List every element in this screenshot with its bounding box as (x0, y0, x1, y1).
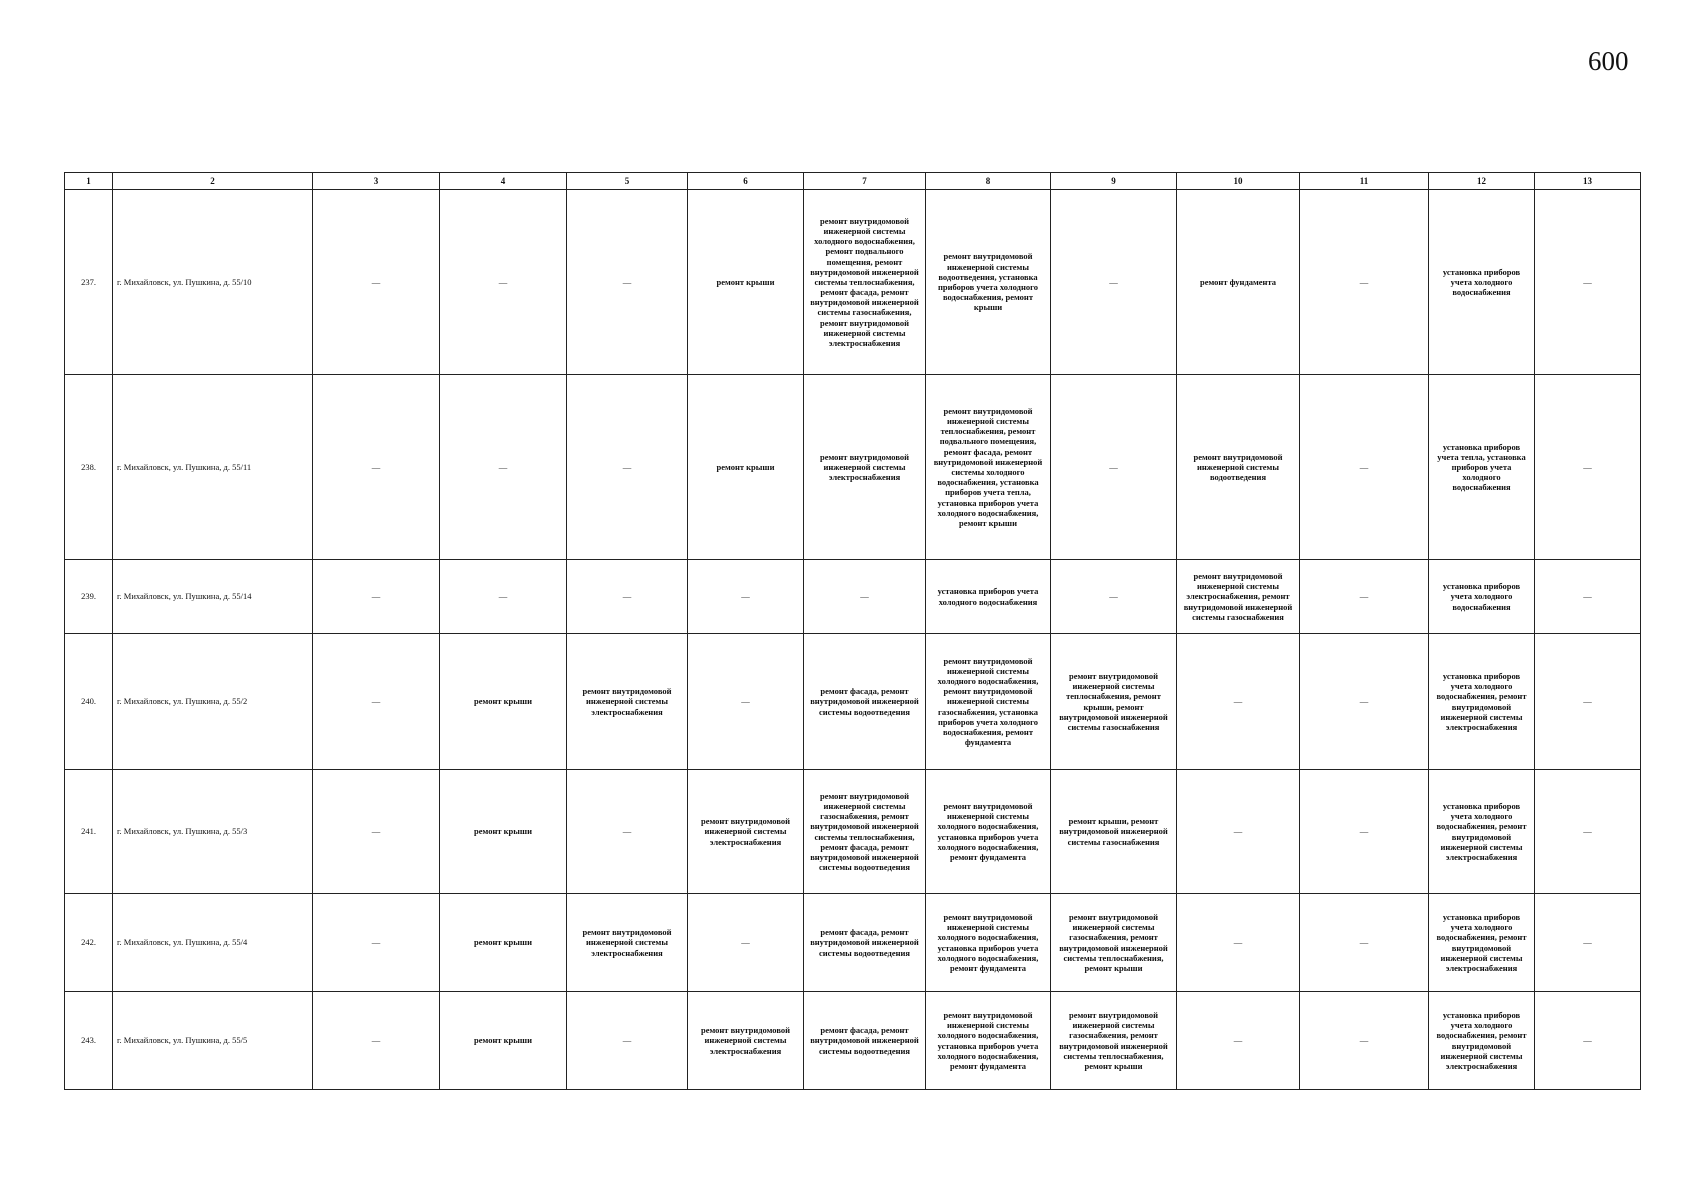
table-cell: установка приборов учета холодного водоснабжения (1429, 190, 1535, 375)
table-cell: установка приборов учета холодного водоснабжения (926, 560, 1051, 634)
empty-dash-cell: — (567, 560, 688, 634)
empty-dash-cell: — (1300, 190, 1429, 375)
empty-dash-cell: — (1535, 992, 1641, 1090)
table-cell: ремонт крыши (688, 190, 804, 375)
row-number-cell: 243. (65, 992, 113, 1090)
row-number-cell: 237. (65, 190, 113, 375)
column-header: 10 (1177, 173, 1300, 190)
empty-dash-cell: — (567, 770, 688, 894)
empty-dash-cell: — (1300, 375, 1429, 560)
empty-dash-cell: — (1535, 770, 1641, 894)
column-header: 8 (926, 173, 1051, 190)
table-cell: ремонт крыши, ремонт внутридомовой инженерной системы газоснабжения (1051, 770, 1177, 894)
address-cell: г. Михайловск, ул. Пушкина, д. 55/4 (113, 894, 313, 992)
empty-dash-cell: — (1300, 894, 1429, 992)
empty-dash-cell: — (1535, 375, 1641, 560)
column-header: 3 (313, 173, 440, 190)
row-number-cell: 238. (65, 375, 113, 560)
empty-dash-cell: — (1300, 992, 1429, 1090)
table-row (65, 894, 1641, 992)
column-header: 13 (1535, 173, 1641, 190)
column-header: 5 (567, 173, 688, 190)
table-cell: ремонт внутридомовой инженерной системы электроснабжения (567, 894, 688, 992)
table-cell: ремонт внутридомовой инженерной системы холодного водоснабжения, установка приборов учета холодного водоснабжения, ремонт фундамента (926, 894, 1051, 992)
column-header: 11 (1300, 173, 1429, 190)
table-cell: ремонт внутридомовой инженерной системы холодного водоснабжения, установка приборов учета холодного водоснабжения, ремонт фундамента (926, 770, 1051, 894)
row-number-cell: 240. (65, 634, 113, 770)
table-row (65, 190, 1641, 375)
table-cell: ремонт крыши (440, 770, 567, 894)
address-cell: г. Михайловск, ул. Пушкина, д. 55/5 (113, 992, 313, 1090)
column-header: 4 (440, 173, 567, 190)
empty-dash-cell: — (1177, 634, 1300, 770)
table-cell: установка приборов учета холодного водоснабжения, ремонт внутридомовой инженерной системы электроснабжения (1429, 894, 1535, 992)
table-cell: ремонт внутридомовой инженерной системы электроснабжения (688, 770, 804, 894)
table-cell: ремонт внутридомовой инженерной системы электроснабжения (567, 634, 688, 770)
address-cell: г. Михайловск, ул. Пушкина, д. 55/3 (113, 770, 313, 894)
column-header: 1 (65, 173, 113, 190)
table-cell: ремонт внутридомовой инженерной системы электроснабжения (688, 992, 804, 1090)
table-cell: ремонт фасада, ремонт внутридомовой инженерной системы водоотведения (804, 634, 926, 770)
empty-dash-cell: — (1535, 634, 1641, 770)
table-cell: ремонт крыши (688, 375, 804, 560)
table-cell: установка приборов учета холодного водоснабжения, ремонт внутридомовой инженерной системы электроснабжения (1429, 770, 1535, 894)
column-header: 6 (688, 173, 804, 190)
table-cell: установка приборов учета холодного водоснабжения, ремонт внутридомовой инженерной системы электроснабжения (1429, 992, 1535, 1090)
empty-dash-cell: — (313, 375, 440, 560)
table-cell: ремонт внутридомовой инженерной системы газоснабжения, ремонт внутридомовой инженерной системы теплоснабжения, ремонт крыши (1051, 992, 1177, 1090)
table-cell: ремонт фасада, ремонт внутридомовой инженерной системы водоотведения (804, 992, 926, 1090)
row-number-cell: 239. (65, 560, 113, 634)
table-cell: ремонт фундамента (1177, 190, 1300, 375)
empty-dash-cell: — (688, 894, 804, 992)
table-cell: ремонт внутридомовой инженерной системы электроснабжения (804, 375, 926, 560)
empty-dash-cell: — (567, 375, 688, 560)
empty-dash-cell: — (1177, 770, 1300, 894)
table-cell: установка приборов учета тепла, установка приборов учета холодного водоснабжения (1429, 375, 1535, 560)
table-cell: ремонт внутридомовой инженерной системы газоснабжения, ремонт внутридомовой инженерной системы теплоснабжения, ремонт крыши (1051, 894, 1177, 992)
empty-dash-cell: — (1300, 770, 1429, 894)
column-header: 2 (113, 173, 313, 190)
empty-dash-cell: — (1051, 560, 1177, 634)
table-cell: ремонт внутридомовой инженерной системы холодного водоснабжения, ремонт внутридомовой инженерной системы газоснабжения, установка приборов учета холодного водоснабжения, ремонт фундамента (926, 634, 1051, 770)
empty-dash-cell: — (313, 634, 440, 770)
table-row (65, 770, 1641, 894)
empty-dash-cell: — (1535, 560, 1641, 634)
column-header: 9 (1051, 173, 1177, 190)
empty-dash-cell: — (313, 894, 440, 992)
table-cell: ремонт внутридомовой инженерной системы водоотведения (1177, 375, 1300, 560)
empty-dash-cell: — (1300, 634, 1429, 770)
table-header-row (65, 173, 1641, 190)
empty-dash-cell: — (804, 560, 926, 634)
repair-schedule-table (64, 172, 1641, 1090)
table-cell: ремонт внутридомовой инженерной системы газоснабжения, ремонт внутридомовой инженерной системы теплоснабжения, ремонт фасада, ремонт внутридомовой инженерной системы водоотведения (804, 770, 926, 894)
empty-dash-cell: — (313, 770, 440, 894)
address-cell: г. Михайловск, ул. Пушкина, д. 55/10 (113, 190, 313, 375)
page-number: 600 (1588, 46, 1629, 76)
empty-dash-cell: — (688, 634, 804, 770)
table-cell: ремонт внутридомовой инженерной системы холодного водоснабжения, установка приборов учета холодного водоснабжения, ремонт фундамента (926, 992, 1051, 1090)
table-row (65, 634, 1641, 770)
row-number-cell: 241. (65, 770, 113, 894)
address-cell: г. Михайловск, ул. Пушкина, д. 55/11 (113, 375, 313, 560)
table-cell: ремонт крыши (440, 634, 567, 770)
table-row (65, 560, 1641, 634)
table-cell: установка приборов учета холодного водоснабжения, ремонт внутридомовой инженерной системы электроснабжения (1429, 634, 1535, 770)
empty-dash-cell: — (1535, 190, 1641, 375)
table-cell: ремонт крыши (440, 894, 567, 992)
empty-dash-cell: — (1051, 375, 1177, 560)
empty-dash-cell: — (1177, 992, 1300, 1090)
table-row (65, 992, 1641, 1090)
column-header: 12 (1429, 173, 1535, 190)
empty-dash-cell: — (440, 375, 567, 560)
column-header: 7 (804, 173, 926, 190)
empty-dash-cell: — (440, 190, 567, 375)
empty-dash-cell: — (567, 190, 688, 375)
row-number-cell: 242. (65, 894, 113, 992)
empty-dash-cell: — (313, 560, 440, 634)
table-cell: ремонт внутридомовой инженерной системы теплоснабжения, ремонт крыши, ремонт внутридомовой инженерной системы газоснабжения (1051, 634, 1177, 770)
table-cell: ремонт внутридомовой инженерной системы электроснабжения, ремонт внутридомовой инженерной системы газоснабжения (1177, 560, 1300, 634)
table-cell: ремонт внутридомовой инженерной системы теплоснабжения, ремонт подвального помещения, ремонт фасада, ремонт внутридомовой инженерной системы холодного водоснабжения, установка приборов учета тепла, установка приборов учета холодного водоснабжения, ремонт крыши (926, 375, 1051, 560)
address-cell: г. Михайловск, ул. Пушкина, д. 55/2 (113, 634, 313, 770)
empty-dash-cell: — (313, 992, 440, 1090)
empty-dash-cell: — (1300, 560, 1429, 634)
empty-dash-cell: — (1051, 190, 1177, 375)
table-cell: ремонт внутридомовой инженерной системы водоотведения, установка приборов учета холодного водоснабжения, ремонт крыши (926, 190, 1051, 375)
table-cell: ремонт фасада, ремонт внутридомовой инженерной системы водоотведения (804, 894, 926, 992)
empty-dash-cell: — (567, 992, 688, 1090)
empty-dash-cell: — (1535, 894, 1641, 992)
table-row (65, 375, 1641, 560)
table-cell: установка приборов учета холодного водоснабжения (1429, 560, 1535, 634)
table-cell: ремонт внутридомовой инженерной системы холодного водоснабжения, ремонт подвального помещения, ремонт внутридомовой инженерной системы теплоснабжения, ремонт фасада, ремонт внутридомовой инженерной системы газоснабжения, ремонт внутридомовой инженерной системы электроснабжения (804, 190, 926, 375)
empty-dash-cell: — (1177, 894, 1300, 992)
address-cell: г. Михайловск, ул. Пушкина, д. 55/14 (113, 560, 313, 634)
empty-dash-cell: — (688, 560, 804, 634)
empty-dash-cell: — (440, 560, 567, 634)
table-cell: ремонт крыши (440, 992, 567, 1090)
empty-dash-cell: — (313, 190, 440, 375)
